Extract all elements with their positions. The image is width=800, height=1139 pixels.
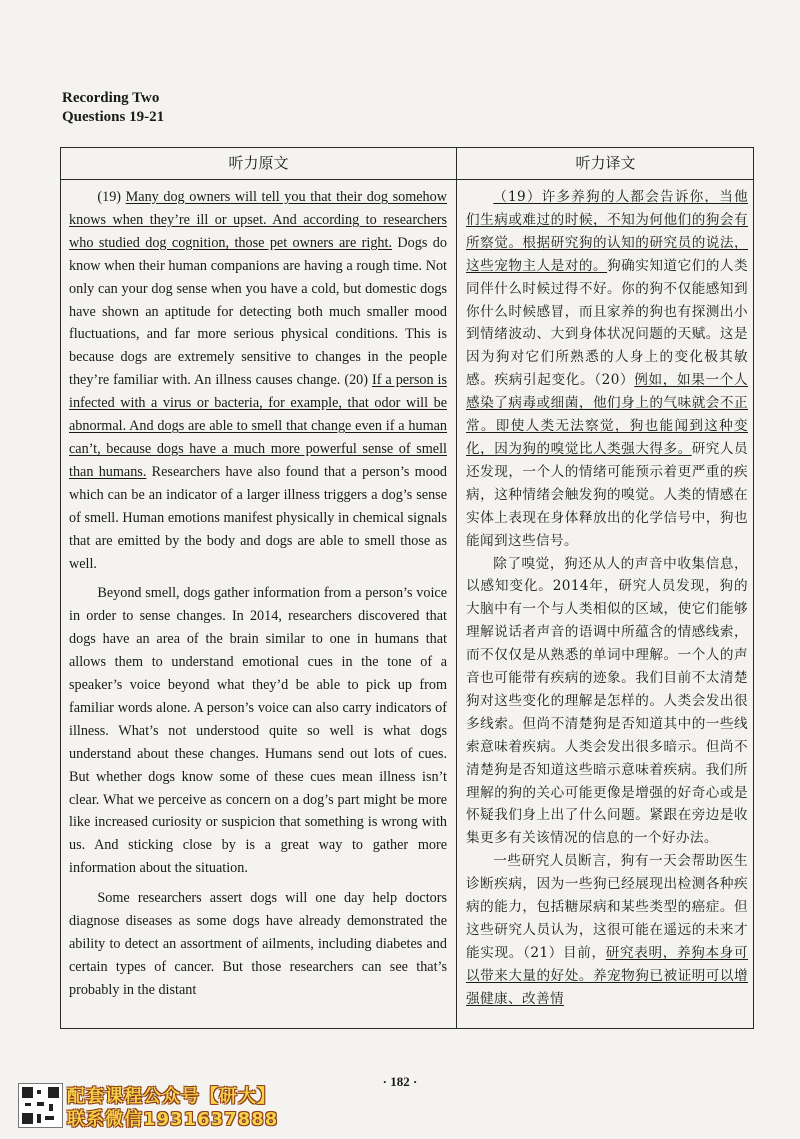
english-paragraph-2: Beyond smell, dogs gather information from a person’s voice in order to sense changes. In 2014, researchers discovered that dogs have an area of the brain similar to one in humans that allows them to understand emotional cues in the tone of a speaker’s voice beyond what they’d be able to pick up from familiar words alone. A person’s voice can also carry indicators of illness. What’s not understood quite so well is what dogs understand about these changes. Humans send out lots of cues. But whether dogs know some of these cues mean illness isn’t clear. What we perceive as concern on a dog’s part might be more like increased curiosity or suspicion that something is wrong with us. And sticking close by is a great way to gather more information about the situation. bbox=[69, 585, 447, 877]
recording-title: Recording Two bbox=[62, 90, 160, 106]
original-text-header: 听力原文 bbox=[228, 154, 289, 172]
translation-20-underline: 例如，如果一个人感染了病毒或细菌，他们身上的气味就会不正常。即使人类无法察觉，狗也能闻到这种变化，因为狗的嗅觉比人类强大得多。 bbox=[466, 372, 748, 457]
chinese-paragraph-1 bbox=[466, 186, 748, 553]
english-paragraph-3: Some researchers assert dogs will one day help doctors diagnose diseases as some dogs have already demonstrated the ability to detect an assortment of ailments, including diabetes and certain types of cancer. But those researchers can see that’s probably in the distant bbox=[69, 890, 447, 998]
section-heading bbox=[62, 89, 164, 127]
header-divider bbox=[61, 179, 753, 180]
answer-19-underline: Many dog owners will tell you that their dog somehow knows when they’re ill or upset. And according to researchers who studied dog cognition, those pet owners are right. bbox=[69, 189, 447, 251]
qr-code-icon bbox=[18, 1083, 63, 1128]
promo-wechat-account: 配套课程公众号【研大】 bbox=[67, 1086, 276, 1107]
english-text: Dogs do know when their human companions are having a rough time. Not only can your dog sense when you have a cold, but domestic dogs have shown an aptitude for detecting both much smaller mood fluctuations, and far more serious physical conditions. This is because dogs are extremely sensitive to changes in the people they’re familiar with. An illness causes change. (20) bbox=[69, 234, 447, 389]
chinese-paragraph-2: 除了嗅觉，狗还从人的声音中收集信息，以感知变化。2014年，研究人员发现，狗的大脑中有一个与人类相似的区域，使它们能够理解说话者声音的语调中所蕴含的情感线索，而不仅仅是从熟悉的单词中理解。一个人的声音也可能带有疾病的迹象。我们目前不太清楚狗对这些变化的理解是怎样的。人类会发出很多线索。但尚不清楚狗是否知道其中的一些线索意味着疾病。人类会发出很多暗示。但尚不清楚狗是否知道这些暗示意味着疾病。我们所理解的狗的关心可能更像是增强的好奇心或是怀疑我们身上出了什么问题。紧跟在旁边是收集更多有关该情况的信息的一个好办法。 bbox=[466, 555, 748, 847]
chinese-text: 一些研究人员断言，狗有一天会帮助医生诊断疾病，因为一些狗已经展现出检测各种疾病的能力，包括糖尿病和某些类型的癌症。但这些研究人员认为，这很可能在遥远的未来才能实现。（21）目前， bbox=[466, 853, 748, 961]
translation-21-underline: 研究表明，养狗本身可以带来大量的好处。养宠物狗已被证明可以增强健康、改善情 bbox=[466, 944, 748, 1007]
page-number: · 182 · bbox=[382, 1074, 418, 1089]
translation-header: 听力译文 bbox=[575, 154, 636, 172]
translation-19-underline: （19）许多养狗的人都会告诉你，当他们生病或难过的时候，不知为何他们的狗会有所察觉。根据研究狗的认知的研究员的说法，这些宠物主人是对的。 bbox=[466, 189, 748, 274]
english-text: Researchers have also found that a person’s mood which can be an indicator of a larger illness triggers a dog’s sense of smell. Human emotions manifest physically in chemical signals that are emitted by the body and dogs are able to smell those as well. bbox=[69, 463, 447, 572]
promo-wechat-contact: 联系微信1931637888 bbox=[67, 1109, 279, 1130]
questions-range: Questions 19-21 bbox=[62, 109, 165, 125]
chinese-text: 狗确实知道它们的人类同伴什么时候过得不好。你的狗不仅能感知到你什么时候感冒，而且家养的狗也有探测出小到情绪波动、大到身体状况问题的天赋。这是因为狗对它们所熟悉的人身上的变化极其敏感。疾病引起变化。（20） bbox=[466, 257, 748, 389]
chinese-translation bbox=[466, 186, 748, 1024]
question-19-marker: (19) bbox=[97, 189, 126, 205]
answer-20-underline: If a person is infected with a virus or bacteria, for example, that odor will be abnormal. And dogs are able to smell that change even if a human can’t, because dogs have a much more powerful sense of smell than humans. bbox=[69, 372, 447, 480]
chinese-text: 研究人员还发现，一个人的情绪可能预示着更严重的疾病，这种情绪会触发狗的嗅觉。人类的情感在实体上表现在身体释放出的化学信号中，狗也能闻到这些信号。 bbox=[466, 440, 748, 549]
column-divider bbox=[456, 148, 457, 1028]
chinese-paragraph-3 bbox=[466, 850, 748, 1010]
english-transcript bbox=[69, 186, 447, 1024]
transcript-table bbox=[60, 147, 754, 1029]
english-paragraph-1 bbox=[69, 186, 447, 575]
